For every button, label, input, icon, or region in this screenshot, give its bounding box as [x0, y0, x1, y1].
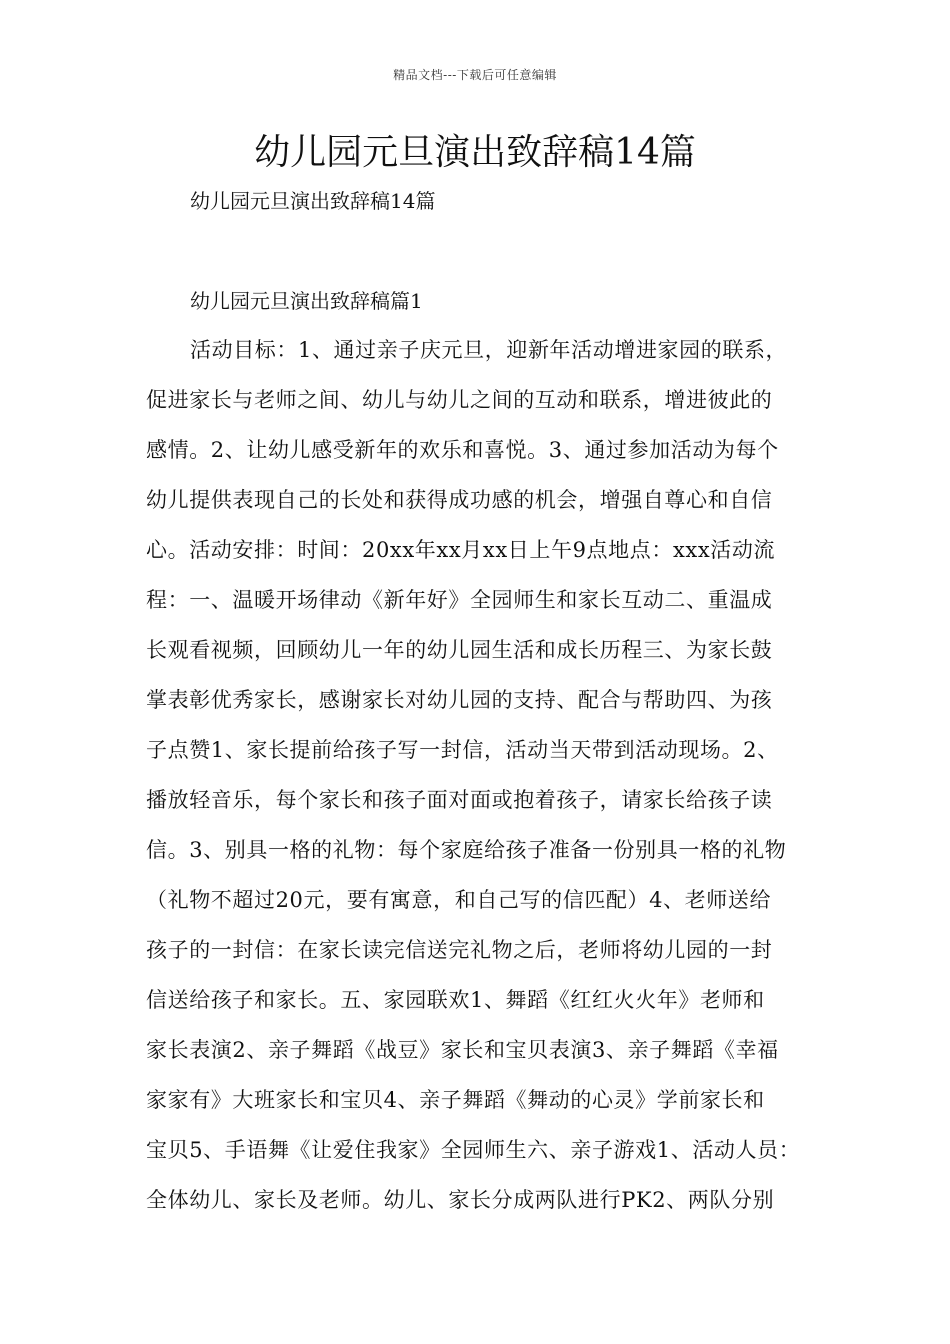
body-line: 子点赞1、家长提前给孩子写一封信，活动当天带到活动现场。2、 — [146, 738, 779, 762]
body-line: 长观看视频，回顾幼儿一年的幼儿园生活和成长历程三、为家长鼓 — [146, 638, 773, 662]
body-line: 幼儿提供表现自己的长处和获得成功感的机会，增强自尊心和自信 — [146, 488, 773, 512]
document-title: 幼儿园元旦演出致辞稿14篇 — [254, 132, 696, 173]
body-line: 心。活动安排：时间：20xx年xx月xx日上午9点地点：xxx活动流 — [146, 538, 776, 562]
body-line: 播放轻音乐，每个家长和孩子面对面或抱着孩子，请家长给孩子读 — [146, 788, 773, 812]
body-line: 全体幼儿、家长及老师。幼儿、家长分成两队进行PK2、两队分别 — [146, 1188, 775, 1212]
body-line: 家家有》大班家长和宝贝4、亲子舞蹈《舞动的心灵》学前家长和 — [146, 1088, 765, 1112]
body-line: 家长表演2、亲子舞蹈《战豆》家长和宝贝表演3、亲子舞蹈《幸福 — [146, 1038, 779, 1062]
body-line: 活动目标：1、通过亲子庆元旦，迎新年活动增进家园的联系， — [190, 338, 788, 362]
body-line: 促进家长与老师之间、幼儿与幼儿之间的互动和联系，增进彼此的 — [146, 388, 773, 412]
body-line: （礼物不超过20元，要有寓意，和自己写的信匹配）4、老师送给 — [146, 888, 772, 912]
section-heading: 幼儿园元旦演出致辞稿篇1 — [190, 289, 423, 313]
page-header-note: 精品文档---下载后可任意编辑 — [393, 68, 557, 82]
body-line: 感情。2、让幼儿感受新年的欢乐和喜悦。3、通过参加活动为每个 — [146, 438, 779, 462]
body-line: 信。3、别具一格的礼物：每个家庭给孩子准备一份别具一格的礼物 — [146, 838, 787, 862]
document-subtitle: 幼儿园元旦演出致辞稿14篇 — [190, 189, 436, 213]
body-line: 程：一、温暖开场律动《新年好》全园师生和家长互动二、重温成 — [146, 588, 773, 612]
body-line: 宝贝5、手语舞《让爱住我家》全园师生六、亲子游戏1、活动人员： — [146, 1138, 801, 1162]
body-paragraph — [146, 330, 826, 1230]
body-line: 孩子的一封信：在家长读完信送完礼物之后，老师将幼儿园的一封 — [146, 938, 773, 962]
body-line: 信送给孩子和家长。五、家园联欢1、舞蹈《红红火火年》老师和 — [146, 988, 765, 1012]
body-line: 掌表彰优秀家长，感谢家长对幼儿园的支持、配合与帮助四、为孩 — [146, 688, 773, 712]
